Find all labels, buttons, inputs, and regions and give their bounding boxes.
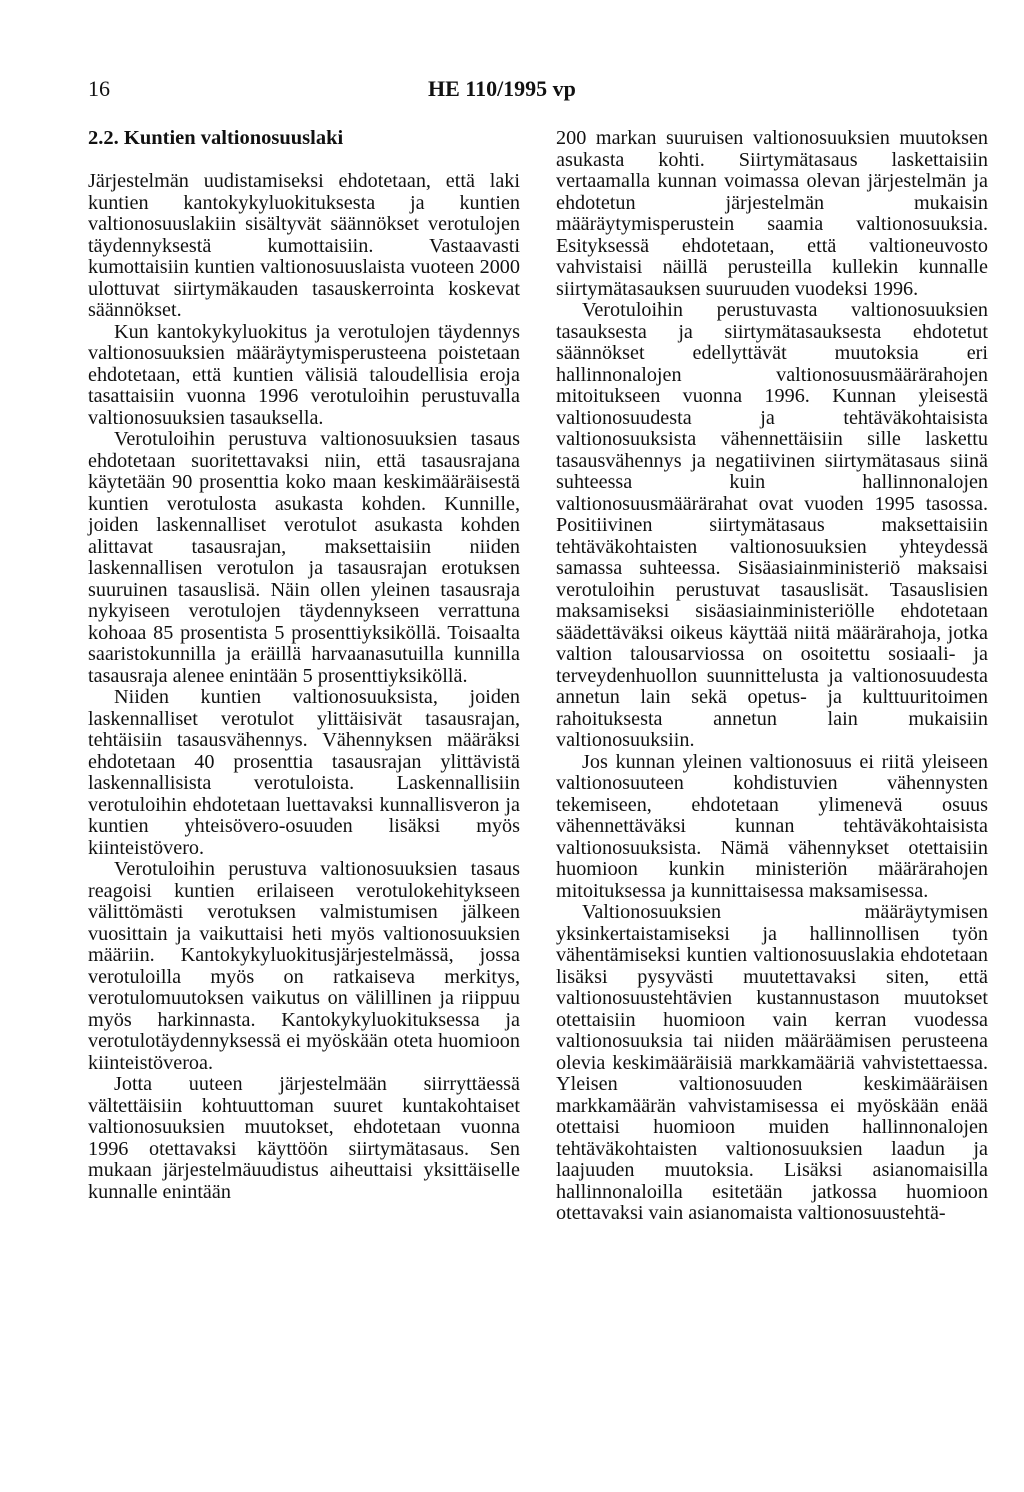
right-column [556,128,988,1225]
paragraph: Niiden kuntien valtionosuuksista, joiden laskennalliset verotulot ylittäisivät tasausrajan, tehtäisiin tasausvähennys. Vähennyksen määräksi ehdotetaan 40 prosenttia tasausrajan ylittävistä laskennallisista verotuloista. Laskennallisiin verotuloihin ehdotetaan luettavaksi kunnallisveron ja kuntien yhteisövero-osuuden lisäksi myös kiinteistövero. [88,686,520,859]
paragraph: Verotuloihin perustuvasta valtionosuuksien tasauksesta ja siirtymätasauksesta ehdotetut säännökset edellyttävät muutoksia eri hallinnonalojen valtionosuusmäärärahojen mitoitukseen vuonna 1996. Kunnan yleisestä valtionosuudesta ja tehtäväkohtaisista valtionosuuksista vähennettäisiin sille laskettu tasausvähennys ja negatiivinen siirtymätasaus siinä suhteessa kuin hallinnonalojen valtionosuusmäärärahat ovat vuoden 1995 tasossa. Positiivinen siirtymätasaus maksettaisiin tehtäväkohtaisten valtionosuuksien yhteydessä samassa suhteessa. Sisäasiainministeriö maksaisi verotuloihin perustuvat tasauslisät. Tasauslisien maksamiseksi sisäasiainministeriölle ehdotetaan säädettäväksi oikeus käyttää niitä määrärahoja, jotka valtion talousarviossa on osoitettu sosiaali- ja terveydenhuollon suunnittelusta ja valtionosuudesta annetun lain sekä opetus- ja kulttuuritoimen rahoituksesta annetun lain mukaisiin valtionosuuksiin. [556,299,988,751]
paragraph: Järjestelmän uudistamiseksi ehdotetaan, että laki kuntien kantokykyluokituksesta ja kuntien valtionosuuslakiin sisältyvät säännökset verotulojen täydennyksestä kumottaisiin. Vastaavasti kumottaisiin kuntien valtionosuuslaista vuoteen 2000 ulottuvat siirtymäkauden tasauskerrointa koskevat säännökset. [88,170,520,321]
paragraph: Valtionosuuksien määräytymisen yksinkertaistamiseksi ja hallinnollisen työn vähentämiseksi kuntien valtionosuuslakia ehdotetaan lisäksi pysyvästi muutettavaksi siten, että valtionosuustehtävien kustannustason muutokset otettaisiin huomioon vain kerran vuodessa valtionosuuksia tai niiden määräämisen perusteena olevia keskimääräisiä markkamääriä vahvistettaessa. Yleisen valtionosuuden keskimääräisen markkamäärän vahvistamisessa ei myöskään enää otettaisi huomioon muiden hallinnonalojen tehtäväkohtaisten valtionosuuksien laadun ja laajuuden muutoksia. Lisäksi asianomaisilla hallinnonaloilla esitetään jatkossa huomioon otettavaksi vain asianomaista valtionosuustehtä- [556,901,988,1224]
paragraph: Kun kantokykyluokitus ja verotulojen täydennys valtionosuuksien määräytymisperusteena poistetaan ehdotetaan, että kuntien välisiä taloudellisia eroja tasattaisiin vuonna 1996 verotuloihin perustuvalla valtionosuuksien tasauksella. [88,320,520,429]
left-column [88,128,520,1203]
paragraph: Verotuloihin perustuva valtionosuuksien tasaus reagoisi kuntien erilaiseen verotulokehitykseen välittömästi verotuksen valmistumisen jälkeen vuosittain ja vaikuttaisi heti myös valtionosuuksien määriin. Kantokykyluokitusjärjestelmässä, jossa verotuloilla myös on ratkaiseva merkitys, verotulomuutoksen vaikutus on välillinen ja riippuu myös harkinnasta. Kantokykyluokituksessa ja verotulotäydennyksessä ei myöskään oteta huomioon kiinteistöveroa. [88,858,520,1074]
paragraph: Jotta uuteen järjestelmään siirryttäessä vältettäisiin kohtuuttoman suuret kuntakohtaiset valtionosuuksien muutokset, ehdotetaan vuonna 1996 otettavaksi käyttöön siirtymätasaus. Sen mukaan järjestelmäuudistus aiheuttaisi yksittäiselle kunnalle enintään [88,1073,520,1203]
paragraph: Verotuloihin perustuva valtionosuuksien tasaus ehdotetaan suoritettavaksi niin, että tasausrajana käytetään 90 prosenttia koko maan keskimääräisestä kuntien verotulosta asukasta kohden. Kunnille, joiden laskennalliset verotulot asukasta kohden alittavat tasausrajan, maksettaisiin niiden laskennallisen verotulon ja tasausrajan erotuksen suuruinen tasauslisä. Näin ollen yleinen tasausraja nykyiseen verotulojen täydennykseen verrattuna kohoaa 85 prosentista 5 prosenttiyksiköllä. Toisaalta saaristokunnilla ja eräillä harvaanasutuilla kunnilla tasausraja alenee enintään 5 prosenttiyksiköllä. [88,428,520,687]
document-id: HE 110/1995 vp [428,76,576,101]
section-heading: 2.2. Kuntien valtionosuuslaki [88,127,344,149]
page-number: 16 [88,76,110,101]
paragraph: 200 markan suuruisen valtionosuuksien muutoksen asukasta kohti. Siirtymätasaus laskettaisiin vertaamalla kunnan voimassa olevan järjestelmän ja ehdotetun järjestelmän mukaisin määräytymisperustein saamia valtionosuuksia. Esityksessä ehdotetaan, että valtioneuvosto vahvistaisi näillä perusteilla kullekin kunnalle siirtymätasauksen suuruuden vuodeksi 1996. [556,127,988,300]
paragraph: Jos kunnan yleinen valtionosuus ei riitä yleiseen valtionosuuteen kohdistuvien vähennysten tekemiseen, ehdotetaan ylimenevä osuus vähennettäväksi kunnan tehtäväkohtaisista valtionosuuksista. Nämä vähennykset otettaisiin huomioon kunkin ministeriön määrärahojen mitoituksessa ja kunnittaisessa maksamisessa. [556,750,988,902]
